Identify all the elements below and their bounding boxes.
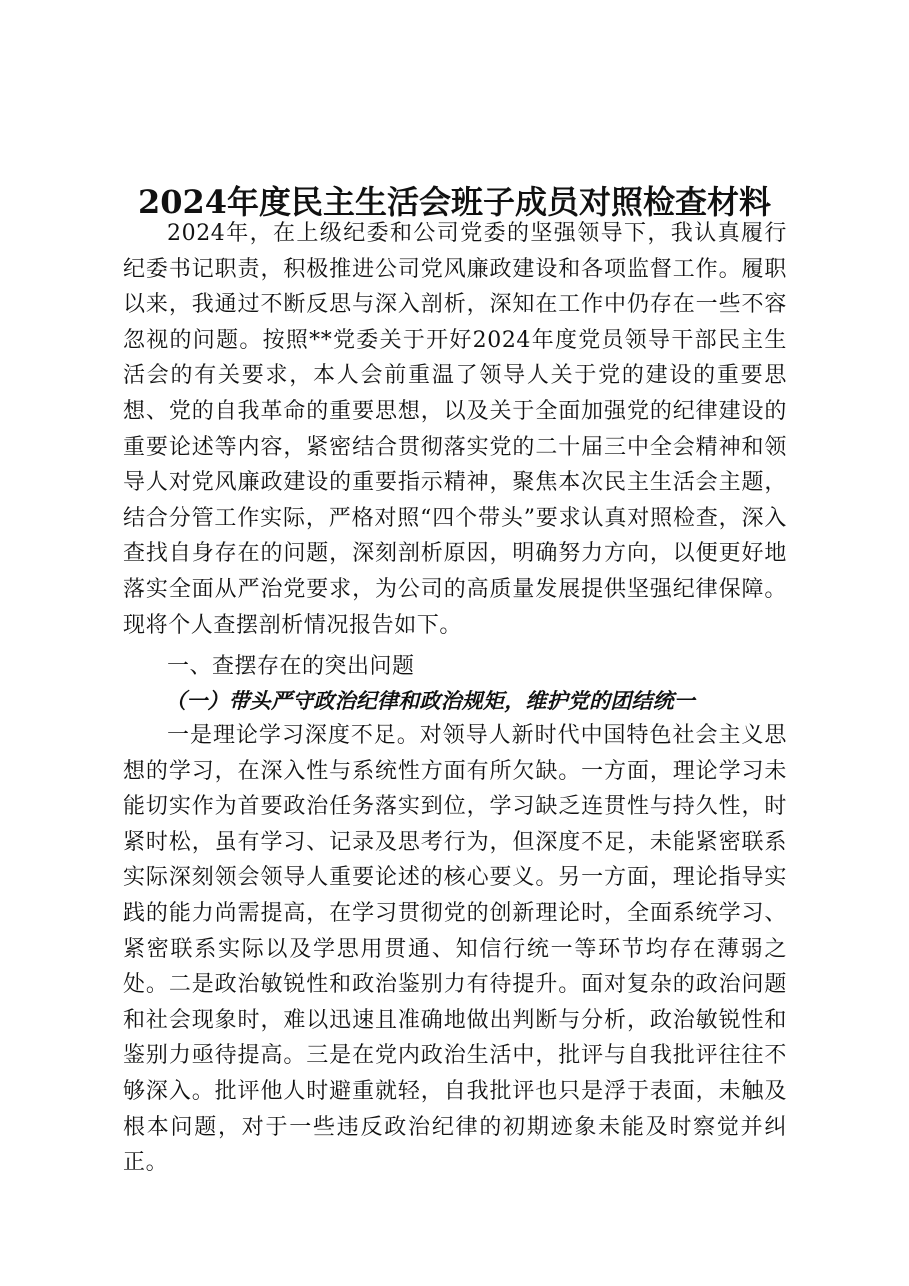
document-title: 2024年度民主生活会班子成员对照检查材料 (137, 183, 772, 222)
section-heading: 一、查摆存在的突出问题 (167, 654, 415, 679)
body-paragraph: 一是理论学习深度不足。对领导人新时代中国特色社会主义思想的学习，在深入性与系统性方面有所欠缺。一方面，理论学习未能切实作为首要政治任务落实到位，学习缺乏连贯性与持久性，时紧时松，虽有学习、记录及思考行为，但深度不足，未能紧密联系实际深刻领会领导人重要论述的核心要义。另一方面，理论指导实践的能力尚需提高，在学习贯彻党的创新理论时，全面系统学习、紧密联系实际以及学思用贯通、知信行统一等环节均存在薄弱之处。二是政治敏锐性和政治鉴别力有待提升。面对复杂的政治问题和社会现象时，难以迅速且准确地做出判断与分析，政治敏锐性和鉴别力亟待提高。三是在党内政治生活中，批评与自我批评往往不够深入。批评他人时避重就轻，自我批评也只是浮于表面，未触及根本问题，对于一些违反政治纪律的初期迹象未能及时察觉并纠正。 (123, 723, 787, 1176)
subsection-heading: （一）带头严守政治纪律和政治规矩，维护党的团结统一 (165, 688, 695, 713)
intro-paragraph: 2024年，在上级纪委和公司党委的坚强领导下，我认真履行纪委书记职责，积极推进公司党风廉政建设和各项监督工作。履职以来，我通过不断反思与深入剖析，深知在工作中仍存在一些不容忽视的问题。按照**党委关于开好2024年度党员领导干部民主生活会的有关要求，本人会前重温了领导人关于党的建设的重要思想、党的自我革命的重要思想，以及关于全面加强党的纪律建设的重要论述等内容，紧密结合贯彻落实党的二十届三中全会精神和领导人对党风廉政建设的重要指示精神，聚焦本次民主生活会主题，结合分管工作实际，严格对照“四个带头”要求认真对照检查，深入查找自身存在的问题，深刻剖析原因，明确努力方向，以便更好地落实全面从严治党要求，为公司的高质量发展提供坚强纪律保障。现将个人查摆剖析情况报告如下。 (123, 221, 787, 638)
